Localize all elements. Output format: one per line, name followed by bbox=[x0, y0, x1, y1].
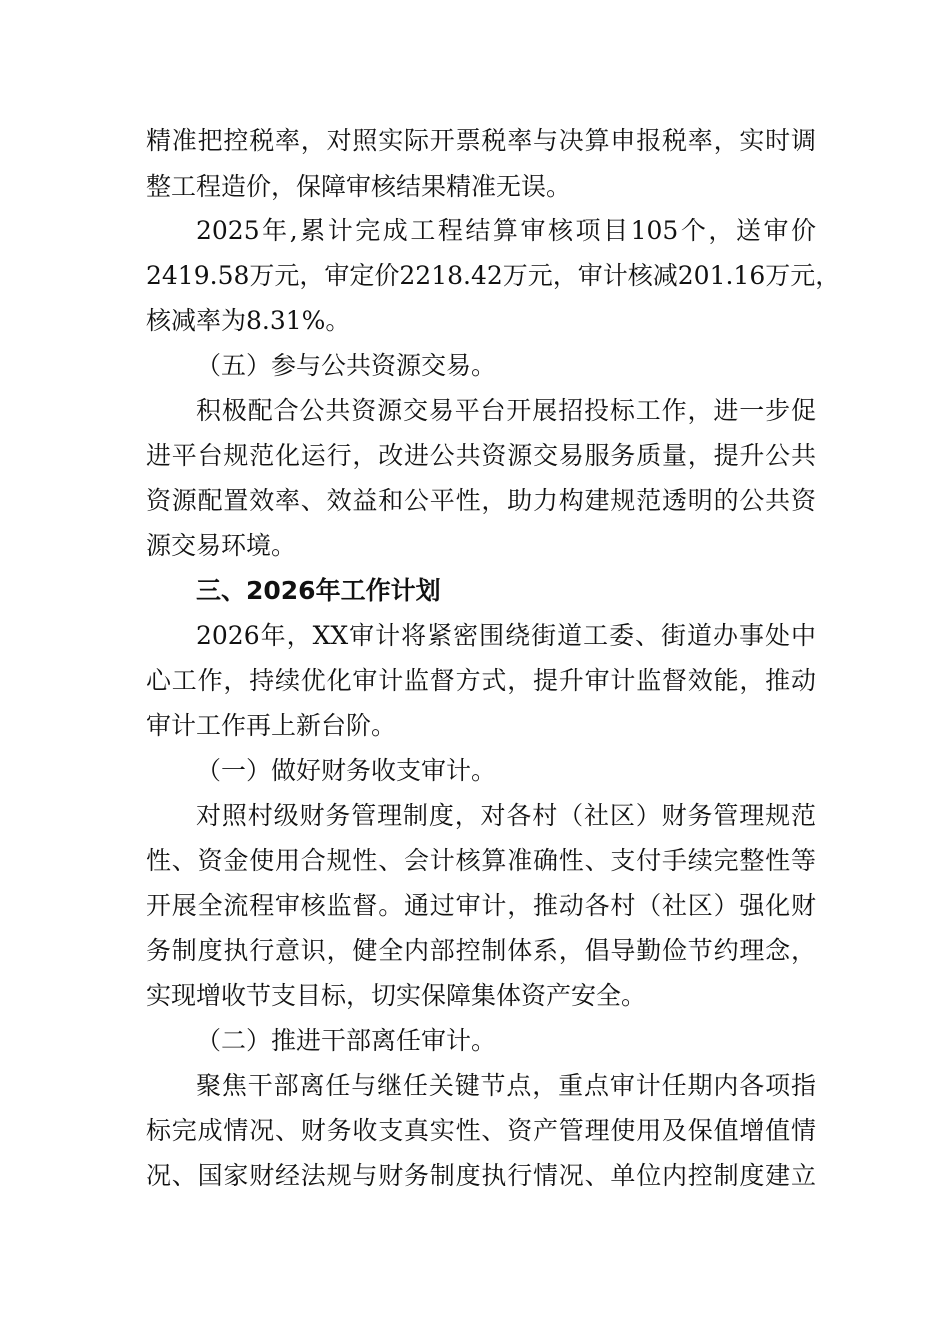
paragraph-line: 聚焦干部离任与继任关键节点，重点审计任期内各项指 bbox=[196, 1071, 816, 1100]
paragraph-line: 实现增收节支目标，切实保障集体资产安全。 bbox=[146, 981, 647, 1010]
paragraph-line: 性、资金使用合规性、会计核算准确性、支付手续完整性等 bbox=[146, 846, 816, 875]
section-heading: （五）参与公共资源交易。 bbox=[196, 351, 497, 380]
paragraph-line: 2025年,累计完成工程结算审核项目105个，送审价 bbox=[196, 216, 816, 245]
chapter-heading: 三、2026年工作计划 bbox=[196, 576, 441, 605]
paragraph-line: 积极配合公共资源交易平台开展招投标工作，进一步促 bbox=[196, 396, 816, 425]
paragraph-line: 务制度执行意识，健全内部控制体系，倡导勤俭节约理念， bbox=[146, 936, 816, 965]
paragraph-line: 对照村级财务管理制度，对各村（社区）财务管理规范 bbox=[196, 801, 816, 830]
paragraph-line: 2026年，XX审计将紧密围绕街道工委、街道办事处中 bbox=[196, 621, 816, 650]
paragraph-line: 标完成情况、财务收支真实性、资产管理使用及保值增值情 bbox=[146, 1116, 816, 1145]
section-heading: （二）推进干部离任审计。 bbox=[196, 1026, 497, 1055]
paragraph-line: 审计工作再上新台阶。 bbox=[146, 711, 397, 740]
paragraph-line: 2419.58万元，审定价2218.42万元，审计核减201.16万元， bbox=[146, 261, 841, 290]
paragraph-line: 源交易环境。 bbox=[146, 531, 297, 560]
section-heading: （一）做好财务收支审计。 bbox=[196, 756, 497, 785]
paragraph-line: 精准把控税率，对照实际开票税率与决算申报税率，实时调 bbox=[146, 126, 816, 155]
paragraph-line: 核减率为8.31%。 bbox=[146, 306, 351, 335]
paragraph-line: 况、国家财经法规与财务制度执行情况、单位内控制度建立 bbox=[146, 1161, 816, 1190]
paragraph-line: 心工作，持续优化审计监督方式，提升审计监督效能，推动 bbox=[146, 666, 816, 695]
paragraph-line: 资源配置效率、效益和公平性，助力构建规范透明的公共资 bbox=[146, 486, 816, 515]
paragraph-line: 进平台规范化运行，改进公共资源交易服务质量，提升公共 bbox=[146, 441, 816, 470]
paragraph-line: 整工程造价，保障审核结果精准无误。 bbox=[146, 172, 572, 201]
paragraph-line: 开展全流程审核监督。通过审计，推动各村（社区）强化财 bbox=[146, 891, 816, 920]
